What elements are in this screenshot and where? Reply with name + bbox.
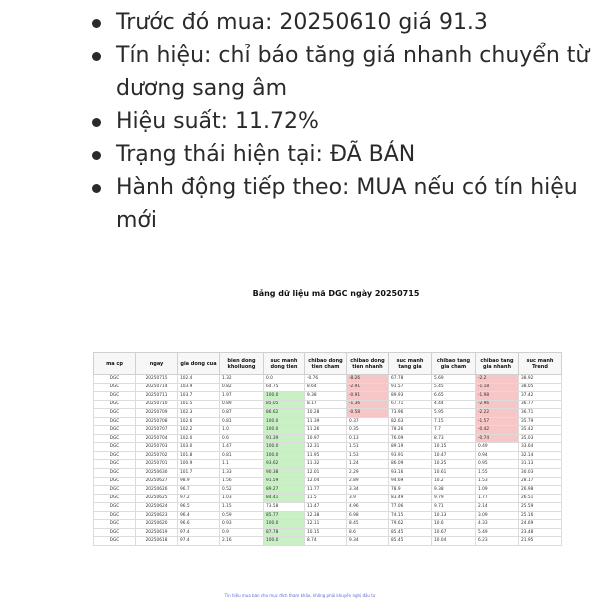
table-cell: 6.98 — [347, 511, 389, 520]
table-cell: 89.93 — [389, 392, 432, 401]
table-cell: 4.96 — [347, 503, 389, 512]
column-header: ngay — [136, 353, 178, 375]
table-cell: 20250625 — [136, 494, 178, 503]
table-cell: 8.74 — [305, 537, 347, 546]
table-row — [94, 477, 562, 486]
table-cell: DGC — [94, 494, 136, 503]
table-cell: 85.45 — [389, 528, 432, 537]
table-cell: 10.15 — [305, 528, 347, 537]
data-table — [93, 352, 562, 546]
table-cell: DGC — [94, 486, 136, 495]
table-cell: 25.59 — [519, 503, 562, 512]
table-cell: 20250711 — [136, 392, 178, 401]
table-cell: 1.33 — [220, 469, 264, 478]
table-cell: 102.0 — [178, 434, 220, 443]
table-cell: 10.2 — [432, 477, 476, 486]
summary-text: Tín hiệu: chỉ báo tăng giá nhanh chuyển từ dương sang âm — [116, 43, 590, 101]
table-cell: 7.7 — [432, 426, 476, 435]
table-cell: 20250703 — [136, 443, 178, 452]
table-cell: 32.14 — [519, 451, 562, 460]
table-cell: DGC — [94, 409, 136, 418]
table-cell: 37.42 — [519, 392, 562, 401]
table-cell: 86.62 — [264, 409, 305, 418]
table-cell: 2.16 — [220, 537, 264, 546]
table-cell: 100.0 — [264, 443, 305, 452]
column-header: chibao dong tien cham — [305, 353, 347, 375]
table-cell: 9.71 — [432, 503, 476, 512]
table-cell: 0.52 — [220, 486, 264, 495]
table-cell: 7.15 — [432, 417, 476, 426]
table-cell: 11.26 — [305, 426, 347, 435]
table-cell: DGC — [94, 375, 136, 384]
table-cell: 86.09 — [389, 460, 432, 469]
table-cell: -0.76 — [305, 375, 347, 384]
table-cell: -2.2 — [476, 375, 519, 384]
table-cell: -1.36 — [347, 400, 389, 409]
table-cell: 4.33 — [476, 520, 519, 529]
table-cell: 0.6 — [220, 434, 264, 443]
table-cell: DGC — [94, 537, 136, 546]
table-cell: 83.49 — [389, 494, 432, 503]
table-cell: 85.77 — [264, 511, 305, 520]
table-cell: -2.96 — [476, 400, 519, 409]
table-cell: 20250618 — [136, 537, 178, 546]
table-cell: 89.27 — [264, 486, 305, 495]
table-cell: 67.78 — [389, 375, 432, 384]
table-cell: 0.0 — [264, 375, 305, 384]
table-cell: -1.98 — [476, 392, 519, 401]
table-cell: -0.91 — [347, 392, 389, 401]
table-cell: 11.77 — [305, 486, 347, 495]
table-cell: 78.26 — [389, 426, 432, 435]
table-cell: 11.47 — [305, 503, 347, 512]
table-cell: 3.9 — [347, 494, 389, 503]
table-cell: 91.59 — [264, 477, 305, 486]
table-cell: 101.5 — [178, 400, 220, 409]
table-cell: 8.73 — [432, 434, 476, 443]
table-cell: 10.28 — [305, 409, 347, 418]
table-cell: DGC — [94, 451, 136, 460]
table-cell: 89.19 — [389, 443, 432, 452]
table-cell: 28.17 — [519, 477, 562, 486]
bullet-dot-icon — [92, 184, 101, 193]
table-cell: 0.35 — [347, 426, 389, 435]
table-cell: 1.15 — [220, 503, 264, 512]
table-cell: 100.0 — [264, 392, 305, 401]
table-cell: 91.39 — [264, 434, 305, 443]
column-header: suc manh dong tien — [264, 353, 305, 375]
table-cell: 100.0 — [264, 426, 305, 435]
table-cell: 100.0 — [264, 520, 305, 529]
table-cell: 21.95 — [519, 537, 562, 546]
table-row — [94, 417, 562, 426]
table-cell: DGC — [94, 392, 136, 401]
table-row — [94, 426, 562, 435]
table-cell: 100.0 — [264, 537, 305, 546]
table-cell: 5.69 — [432, 375, 476, 384]
table-cell: DGC — [94, 520, 136, 529]
table-cell: 102.2 — [178, 426, 220, 435]
summary-item-signal — [88, 39, 593, 105]
table-cell: 87.78 — [264, 528, 305, 537]
table-cell: 10.47 — [432, 451, 476, 460]
table-cell: -8.26 — [347, 375, 389, 384]
table-cell: 20250624 — [136, 503, 178, 512]
table-row — [94, 494, 562, 503]
column-header: suc manh Trend — [519, 353, 562, 375]
column-header: chibao tang gia nhanh — [476, 353, 519, 375]
table-cell: -0.74 — [476, 434, 519, 443]
column-header: chibao tang gia cham — [432, 353, 476, 375]
table-cell: DGC — [94, 443, 136, 452]
table-cell: 24.69 — [519, 520, 562, 529]
table-cell: 10.67 — [432, 528, 476, 537]
summary-list — [88, 6, 593, 237]
table-cell: 96.7 — [178, 486, 220, 495]
table-cell: 94.69 — [389, 477, 432, 486]
table-cell: DGC — [94, 528, 136, 537]
table-cell: 6.65 — [432, 392, 476, 401]
table-cell: 12.11 — [305, 520, 347, 529]
table-cell: 1.32 — [220, 375, 264, 384]
table-cell: 0.82 — [220, 383, 264, 392]
column-header: bien dong khoiluong — [220, 353, 264, 375]
table-cell: 91.57 — [389, 383, 432, 392]
bullet-dot-icon — [92, 118, 101, 127]
bullet-dot-icon — [92, 52, 101, 61]
table-row — [94, 469, 562, 478]
table-cell: 1.47 — [220, 443, 264, 452]
table-cell: 102.3 — [178, 409, 220, 418]
table-cell: 0.87 — [220, 409, 264, 418]
summary-item-previous-buy — [88, 6, 593, 39]
table-cell: 3.34 — [347, 486, 389, 495]
table-cell: 82.63 — [389, 417, 432, 426]
table-cell: 0.94 — [476, 451, 519, 460]
table-cell: 77.06 — [389, 503, 432, 512]
table-cell: 38.92 — [519, 375, 562, 384]
table-cell: 1.51 — [347, 443, 389, 452]
table-cell: 2.89 — [347, 477, 389, 486]
table-cell: 0.49 — [476, 443, 519, 452]
table-cell: 9.38 — [305, 392, 347, 401]
table-cell: 12.01 — [305, 469, 347, 478]
table-cell: 1.53 — [347, 451, 389, 460]
table-cell: 97.4 — [178, 528, 220, 537]
table-cell: 5.45 — [432, 383, 476, 392]
table-cell: 102.4 — [178, 375, 220, 384]
table-cell: 100.9 — [178, 460, 220, 469]
table-cell: 9.38 — [432, 486, 476, 495]
table-cell: -2.91 — [347, 383, 389, 392]
table-cell: 85.45 — [389, 537, 432, 546]
table-cell: 0.81 — [220, 417, 264, 426]
table-cell: 96.5 — [178, 503, 220, 512]
table-cell: -1.18 — [476, 383, 519, 392]
table-cell: 20250623 — [136, 511, 178, 520]
table-cell: 20250708 — [136, 417, 178, 426]
table-cell: 103.0 — [178, 443, 220, 452]
table-cell: 36.77 — [519, 400, 562, 409]
table-cell: 101.8 — [178, 451, 220, 460]
summary-text: Hành động tiếp theo: MUA nếu có tín hiệu mới — [116, 175, 578, 233]
table-cell: 36.71 — [519, 409, 562, 418]
table-title: Bảng dữ liệu mã DGC ngày 20250715 — [252, 289, 420, 298]
table-cell: -0.58 — [347, 409, 389, 418]
table-row — [94, 520, 562, 529]
table-cell: 90.38 — [264, 469, 305, 478]
bullet-dot-icon — [92, 151, 101, 160]
table-cell: 23.48 — [519, 528, 562, 537]
table-cell: 20250707 — [136, 426, 178, 435]
table-cell: 1.56 — [220, 477, 264, 486]
table-row — [94, 434, 562, 443]
table-cell: 9.34 — [347, 537, 389, 546]
table-cell: 2.29 — [347, 469, 389, 478]
table-cell: 12.38 — [305, 511, 347, 520]
table-cell: 76.09 — [389, 434, 432, 443]
table-cell: 26.51 — [519, 494, 562, 503]
table-cell: 11.95 — [305, 451, 347, 460]
table-cell: 1.09 — [476, 486, 519, 495]
table-cell: 8.64 — [305, 383, 347, 392]
table-row — [94, 443, 562, 452]
table-cell: 12.31 — [305, 443, 347, 452]
table-cell: 102.6 — [178, 417, 220, 426]
table-cell: 100.0 — [264, 451, 305, 460]
table-cell: 101.7 — [178, 469, 220, 478]
table-cell: DGC — [94, 477, 136, 486]
table-cell: 31.13 — [519, 460, 562, 469]
table-cell: -0.42 — [476, 426, 519, 435]
table-cell: 93.62 — [264, 460, 305, 469]
table-cell: 20250627 — [136, 477, 178, 486]
table-cell: 97.4 — [178, 537, 220, 546]
table-cell: 10.6 — [432, 520, 476, 529]
disclaimer-text: Tín hiệu mua bán cho mục đích tham khảo, không phải khuyến nghị đầu tư — [224, 593, 376, 598]
table-cell: DGC — [94, 417, 136, 426]
table-cell: 20250715 — [136, 375, 178, 384]
table-cell: 0.81 — [220, 451, 264, 460]
table-cell: 1.0 — [220, 426, 264, 435]
table-cell: 38.05 — [519, 383, 562, 392]
table-cell: 0.9 — [220, 528, 264, 537]
table-cell: 0.93 — [220, 520, 264, 529]
table-cell: 0.89 — [220, 400, 264, 409]
table-cell: 35.42 — [519, 426, 562, 435]
summary-text: Trước đó mua: 20250610 giá 91.3 — [116, 10, 488, 35]
column-header: gia dong cua — [178, 353, 220, 375]
summary-item-status — [88, 138, 593, 171]
table-cell: DGC — [94, 469, 136, 478]
table-cell: 10.15 — [432, 443, 476, 452]
table-cell: 73.96 — [389, 409, 432, 418]
table-cell: 1.24 — [347, 460, 389, 469]
table-cell: 2.14 — [476, 503, 519, 512]
table-row — [94, 486, 562, 495]
table-cell: 100.0 — [264, 417, 305, 426]
table-row — [94, 375, 562, 384]
table-cell: 0.59 — [220, 511, 264, 520]
table-cell: 78.9 — [389, 486, 432, 495]
table-cell: 11.39 — [305, 417, 347, 426]
table-cell: 0.37 — [347, 417, 389, 426]
table-cell: 67.71 — [389, 400, 432, 409]
table-cell: 96.4 — [178, 511, 220, 520]
table-cell: 11.32 — [305, 460, 347, 469]
table-cell: 4.44 — [432, 400, 476, 409]
table-row — [94, 528, 562, 537]
table-cell: 97.2 — [178, 494, 220, 503]
summary-item-performance — [88, 105, 593, 138]
table-cell: 35.79 — [519, 417, 562, 426]
table-cell: 1.03 — [220, 494, 264, 503]
bullet-dot-icon — [92, 19, 101, 28]
table-cell: 85.05 — [264, 400, 305, 409]
table-row — [94, 400, 562, 409]
table-cell: 10.97 — [305, 434, 347, 443]
table-row — [94, 537, 562, 546]
table-cell: 93.91 — [389, 451, 432, 460]
table-cell: 73.58 — [264, 503, 305, 512]
table-cell: 20250626 — [136, 486, 178, 495]
table-cell: DGC — [94, 503, 136, 512]
column-header: suc manh tang gia — [389, 353, 432, 375]
table-cell: 1.77 — [476, 494, 519, 503]
column-header: ma cp — [94, 353, 136, 375]
table-cell: 0.13 — [347, 434, 389, 443]
table-row — [94, 460, 562, 469]
table-cell: 20250714 — [136, 383, 178, 392]
table-cell: 1.97 — [220, 392, 264, 401]
table-cell: 26.98 — [519, 486, 562, 495]
table-cell: 64.75 — [264, 383, 305, 392]
table-cell: 33.64 — [519, 443, 562, 452]
table-cell: 11.5 — [305, 494, 347, 503]
table-cell: 10.61 — [432, 469, 476, 478]
table-cell: 74.15 — [389, 511, 432, 520]
table-cell: 1.55 — [476, 469, 519, 478]
table-cell: 30.03 — [519, 469, 562, 478]
table-cell: 35.03 — [519, 434, 562, 443]
table-cell: 8.6 — [347, 528, 389, 537]
table-body — [94, 375, 562, 546]
summary-text: Trạng thái hiện tại: ĐÃ BÁN — [116, 142, 416, 167]
table-row — [94, 503, 562, 512]
table-cell: 3.09 — [476, 511, 519, 520]
table-cell: 8.17 — [305, 400, 347, 409]
table-cell: 20250701 — [136, 460, 178, 469]
table-row — [94, 392, 562, 401]
table-cell: -1.57 — [476, 417, 519, 426]
table-cell: 20250704 — [136, 434, 178, 443]
table-cell: DGC — [94, 460, 136, 469]
table-cell: 20250619 — [136, 528, 178, 537]
table-cell: 25.16 — [519, 511, 562, 520]
table-cell: 1.53 — [476, 477, 519, 486]
table-cell: 9.79 — [432, 494, 476, 503]
summary-item-next-action — [88, 171, 593, 237]
table-cell: -2.22 — [476, 409, 519, 418]
table-cell: 12.04 — [305, 477, 347, 486]
table-row — [94, 383, 562, 392]
table-cell: 79.62 — [389, 520, 432, 529]
table-row — [94, 451, 562, 460]
table-cell: 5.95 — [432, 409, 476, 418]
table-cell: 20250630 — [136, 469, 178, 478]
table-cell: DGC — [94, 511, 136, 520]
table-header-row — [94, 353, 562, 375]
table-cell: 20250710 — [136, 400, 178, 409]
column-header: chibao dong tien nhanh — [347, 353, 389, 375]
table-row — [94, 511, 562, 520]
table-cell: 93.16 — [389, 469, 432, 478]
table-cell: 98.9 — [178, 477, 220, 486]
table-cell: 84.41 — [264, 494, 305, 503]
table-cell: 10.13 — [432, 511, 476, 520]
table-cell: 1.1 — [220, 460, 264, 469]
table-cell: 20250620 — [136, 520, 178, 529]
table-cell: 0.95 — [476, 460, 519, 469]
table-cell: DGC — [94, 434, 136, 443]
table-cell: 20250702 — [136, 451, 178, 460]
table-cell: DGC — [94, 383, 136, 392]
summary-text: Hiệu suất: 11.72% — [116, 109, 319, 134]
table-cell: 103.9 — [178, 383, 220, 392]
table-cell: 96.6 — [178, 520, 220, 529]
table-cell: 103.7 — [178, 392, 220, 401]
table-cell: 5.49 — [476, 528, 519, 537]
table-cell: 8.45 — [347, 520, 389, 529]
table-cell: DGC — [94, 426, 136, 435]
table-cell: 20250709 — [136, 409, 178, 418]
data-table-container — [93, 352, 561, 546]
table-row — [94, 409, 562, 418]
table-cell: DGC — [94, 400, 136, 409]
table-cell: 10.25 — [432, 460, 476, 469]
table-cell: 10.04 — [432, 537, 476, 546]
table-cell: 6.23 — [476, 537, 519, 546]
